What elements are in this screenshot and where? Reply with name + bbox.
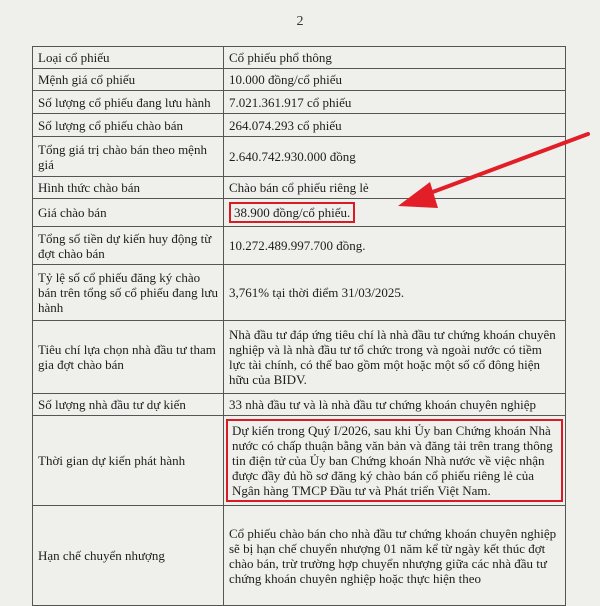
row-label-offered-shares: Số lượng cổ phiếu chào bán: [33, 114, 224, 137]
offering-price-highlight: 38.900 đồng/cổ phiếu.: [229, 202, 355, 223]
table-row: [33, 69, 566, 91]
row-value-investor-criteria: Nhà đầu tư đáp ứng tiêu chí là nhà đầu tư chứng khoán chuyên nghiệp và là nhà đầu tư tổ chức trong và ngoài nước có tiềm lực tài chính, có thể bao gồm một hoặc một số cổ đông hiện hữu của BIDV.: [224, 321, 566, 394]
row-label-outstanding-shares: Số lượng cổ phiếu đang lưu hành: [33, 91, 224, 114]
table-row: [33, 394, 566, 416]
row-label-offering-ratio: Tỷ lệ số cổ phiếu đăng ký chào bán trên tổng số cổ phiếu đang lưu hành: [33, 265, 224, 321]
table-row: [33, 91, 566, 114]
row-label-total-proceeds: Tổng số tiền dự kiến huy động từ đợt chào bán: [33, 227, 224, 265]
row-value-par-value: 10.000 đồng/cổ phiếu: [224, 69, 566, 91]
row-value-offering-form: Chào bán cổ phiếu riêng lẻ: [224, 177, 566, 199]
row-label-par-value: Mệnh giá cổ phiếu: [33, 69, 224, 91]
row-label-total-par-value: Tổng giá trị chào bán theo mệnh giá: [33, 137, 224, 177]
table-row: [33, 227, 566, 265]
table-row: [33, 114, 566, 137]
table-row: [33, 416, 566, 506]
row-value-issuance-time-cell: [224, 416, 566, 506]
table-row: [33, 137, 566, 177]
row-label-offering-price: Giá chào bán: [33, 199, 224, 227]
row-label-transfer-restriction: Hạn chế chuyển nhượng: [33, 506, 224, 606]
table-row: [33, 177, 566, 199]
row-label-investor-count: Số lượng nhà đầu tư dự kiến: [33, 394, 224, 416]
table-row: [33, 321, 566, 394]
table-row: [33, 265, 566, 321]
row-label-stock-type: Loại cổ phiếu: [33, 47, 224, 69]
row-value-total-par-value: 2.640.742.930.000 đồng: [224, 137, 566, 177]
row-label-issuance-time: Thời gian dự kiến phát hành: [33, 416, 224, 506]
row-value-transfer-restriction: Cổ phiếu chào bán cho nhà đầu tư chứng khoán chuyên nghiệp sẽ bị hạn chế chuyển nhượng 01 năm kể từ ngày kết thúc đợt chào bán, trừ trường hợp chuyển nhượng giữa các nhà đầu tư chứng khoán chuyên nghiệp hoặc thực hiện theo: [224, 506, 566, 606]
row-value-offering-price-cell: [224, 199, 566, 227]
row-value-investor-count: 33 nhà đầu tư và là nhà đầu tư chứng khoán chuyên nghiệp: [224, 394, 566, 416]
offering-info-table: [32, 46, 566, 606]
table-row: [33, 199, 566, 227]
row-value-offered-shares: 264.074.293 cổ phiếu: [224, 114, 566, 137]
row-value-offering-ratio: 3,761% tại thời điểm 31/03/2025.: [224, 265, 566, 321]
table-row: [33, 506, 566, 606]
row-label-offering-form: Hình thức chào bán: [33, 177, 224, 199]
row-value-total-proceeds: 10.272.489.997.700 đồng.: [224, 227, 566, 265]
table-row: [33, 47, 566, 69]
row-value-outstanding-shares: 7.021.361.917 cổ phiếu: [224, 91, 566, 114]
row-value-stock-type: Cổ phiếu phổ thông: [224, 47, 566, 69]
issuance-time-highlight: Dự kiến trong Quý I/2026, sau khi Ủy ban Chứng khoán Nhà nước có chấp thuận bằng văn bản và đăng tải trên trang thông tin điện tử của Ủy ban Chứng khoán Nhà nước về việc nhận được đầy đủ hồ sơ đăng ký chào bán cổ phiếu riêng lẻ của Ngân hàng TMCP Đầu tư và Phát triển Việt Nam.: [226, 419, 563, 502]
row-label-investor-criteria: Tiêu chí lựa chọn nhà đầu tư tham gia đợt chào bán: [33, 321, 224, 394]
page-number: 2: [296, 14, 304, 29]
